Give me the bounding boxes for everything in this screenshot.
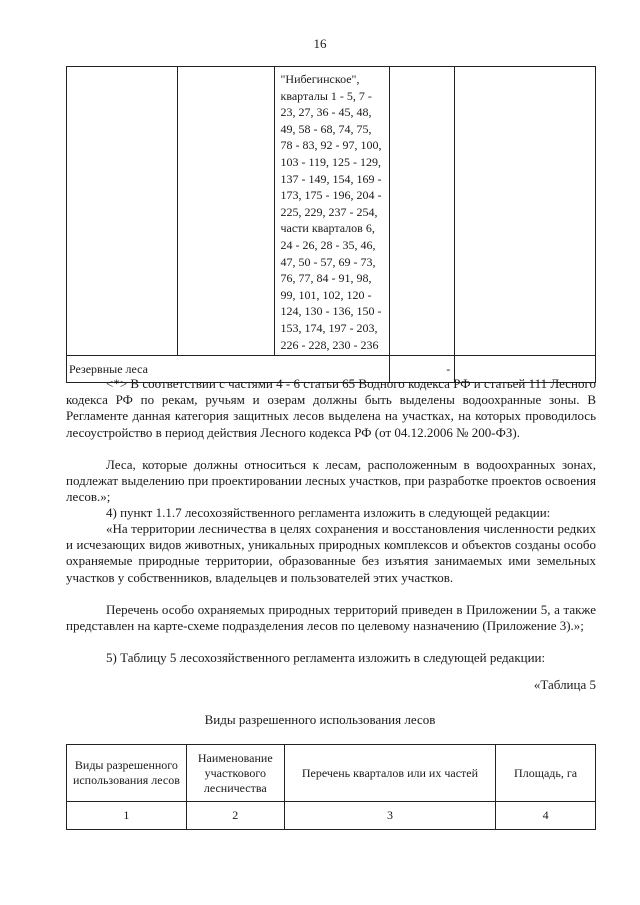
quarters-line: "Нибегинское", [280, 72, 360, 86]
table-cell [177, 67, 274, 356]
paragraph: 5) Таблицу 5 лесохозяйственного регламента изложить в следующей редакции: [106, 650, 546, 665]
table-title: Виды разрешенного использования лесов [204, 712, 436, 727]
quarters-line: 76, 77, 84 - 91, 98, [280, 271, 372, 286]
quarters-line: 99, 101, 102, 120 - [280, 287, 372, 302]
column-number: 1 [67, 802, 187, 830]
quarters-line: 225, 229, 237 - 254, [280, 204, 378, 219]
table-number-row [67, 802, 596, 830]
quarters-line: 78 - 83, 92 - 97, 100, [280, 138, 382, 153]
column-header: Наименование участкового лесничества [186, 745, 284, 802]
permitted-uses-table [66, 744, 596, 830]
paragraph: Леса, которые должны относиться к лесам, расположенным в водоохранных зонах, подлежат выделению при проектировании лесных участков, при разработке проектов освоения лесов.»; [66, 457, 596, 505]
paragraph: 4) пункт 1.1.7 лесохозяйственного регламента изложить в следующей редакции: [106, 505, 551, 520]
table-header-row [67, 745, 596, 802]
paragraph: «На территории лесничества в целях сохранения и восстановления численности редких и исчезающих видов животных, уникальных природных комплексов и объектов созданы особо охраняемые природные территории, образованные без изъятия занимаемых ими земельных участков у собственников, владельцев и пользователей этих участков. [66, 521, 596, 585]
quarters-line: 23, 27, 36 - 45, 48, [280, 105, 372, 120]
table-row [67, 67, 596, 356]
page-number: 16 [313, 36, 327, 51]
quarters-line: 49, 58 - 68, 74, 75, [280, 121, 372, 136]
column-number: 3 [284, 802, 495, 830]
quarters-line: 173, 175 - 196, 204 - [280, 188, 382, 203]
table-cell [390, 67, 455, 356]
column-header: Площадь, га [496, 745, 596, 802]
column-header: Перечень кварталов или их частей [284, 745, 495, 802]
quarters-line: части кварталов 6, [280, 221, 375, 236]
quarters-line: 24 - 26, 28 - 35, 46, [280, 237, 376, 252]
paragraph: Перечень особо охраняемых природных территорий приведен в Приложении 5, а также представлен на карте-схеме подразделения лесов по целевому назначению (Приложение 3).»; [66, 602, 596, 634]
quarters-line: 103 - 119, 125 - 129, [280, 154, 382, 169]
quarters-line: 137 - 149, 154, 169 - [280, 171, 382, 186]
quarters-line: 153, 174, 197 - 203, [280, 320, 378, 335]
footnote-paragraph: <*> В соответствии с частями 4 - 6 статьи 65 Водного кодекса РФ и статьей 111 Лесного кодекса РФ по рекам, ручьям и озерам должны быть выделены водоохранные зоны. В Регламенте данная категория защитных лесов выделена на участках, на которых проводилось лесоустройство в период действия Лесного кодекса РФ (от 04.12.2006 № 200-ФЗ). [66, 376, 596, 440]
reserve-forests-area: - [390, 356, 455, 383]
table-cell [455, 67, 596, 356]
forest-categories-table-continued [66, 66, 596, 383]
column-number: 2 [186, 802, 284, 830]
quarters-line: 124, 130 - 136, 150 - [280, 304, 382, 319]
forest-quarters-cell [274, 67, 390, 356]
table-reference: «Таблица 5 [533, 677, 596, 692]
column-number: 4 [496, 802, 596, 830]
quarters-line: 47, 50 - 57, 69 - 73, [280, 254, 376, 269]
quarters-line: кварталы 1 - 5, 7 - [280, 88, 372, 103]
table-cell [67, 67, 178, 356]
reserve-forests-label: Резервные леса [67, 356, 390, 383]
quarters-line: 226 - 228, 230 - 236 [280, 337, 379, 352]
column-header: Виды разрешенного использования лесов [67, 745, 187, 802]
